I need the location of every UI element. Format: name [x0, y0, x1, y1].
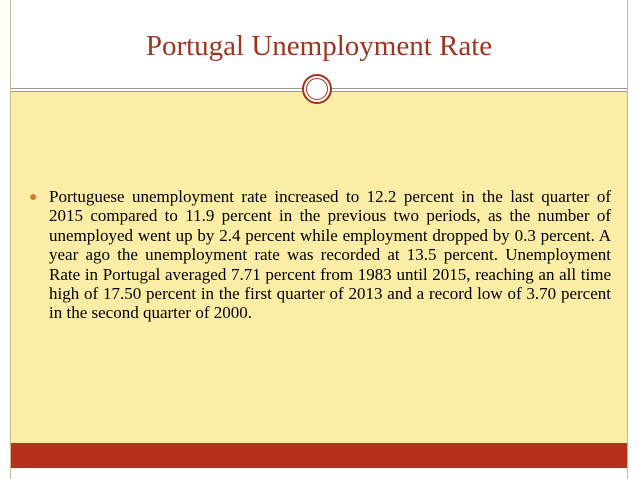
bottom-edge — [11, 468, 627, 479]
content-area — [11, 92, 627, 443]
slide-title: Portugal Unemployment Rate — [145, 30, 493, 62]
circle-ornament-icon — [302, 74, 332, 104]
bullet-icon: ● — [29, 190, 38, 205]
bottom-bar — [11, 443, 627, 468]
bullet-text: Portuguese unemployment rate increased to 12.2 percent in the last quarter of 2015 compared to 11.9 percent in the previous two periods, as the number of unemployed went up by 2.4 percent while employment dropped by 0.3 percent. A year ago the unemployment rate was recorded at 13.5 percent. Unemployment Rate in Portugal averaged 7.71 percent from 1983 until 2015, reaching an all time high of 17.50 percent in the first quarter of 2013 and a record low of 3.70 percent in the second quarter of 2000. — [49, 187, 611, 323]
